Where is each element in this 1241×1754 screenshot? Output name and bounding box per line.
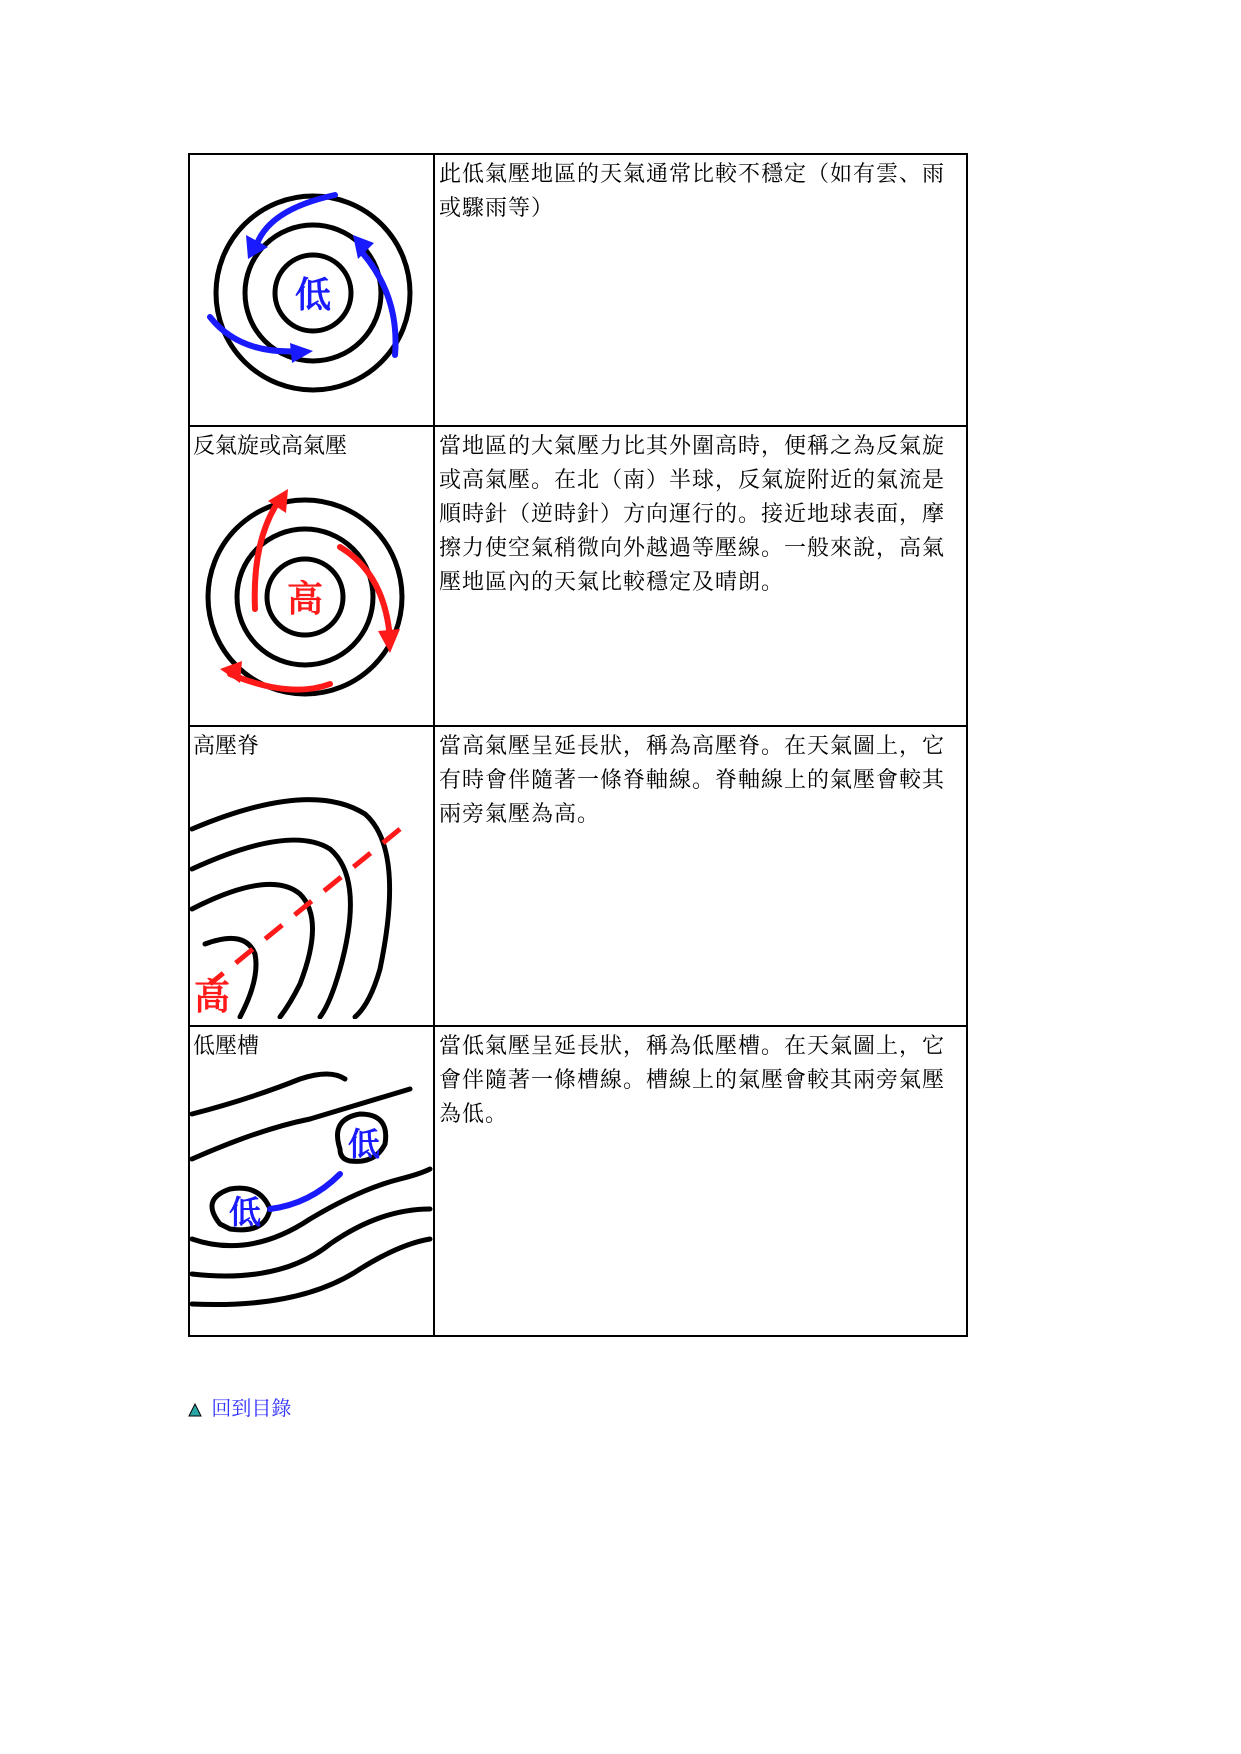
description-high: 當地區的大氣壓力比其外圍高時，便稱之為反氣旋或高氣壓。在北（南）半球，反氣旋附近的氣流是順時針（逆時針）方向運行的。接近地球表面，摩擦力使空氣稍微向外越過等壓線。一般來說，高氣壓地區內的天氣比較穩定及晴朗。 [439,434,946,595]
weather-systems-table [188,153,968,1337]
table-row-ridge [190,725,966,1025]
description-cell-low [435,155,966,425]
ridge-diagram [190,769,433,1019]
trough-diagram [190,1069,433,1329]
description-cell-trough [435,1027,966,1335]
description-cell-high [435,427,966,725]
row-title-ridge: 高壓脊 [193,734,260,759]
trough-low-label-2: 低 [347,1125,381,1163]
up-triangle-icon [188,1403,202,1417]
low-label: 低 [294,274,332,316]
high-pressure-diagram [190,469,433,719]
back-to-contents-link[interactable]: 回到目錄 [211,1396,292,1420]
row-title-high: 反氣旋或高氣壓 [193,434,348,459]
trough-low-label-1: 低 [228,1193,262,1231]
description-ridge: 當高氣壓呈延長狀，稱為高壓脊。在天氣圖上，它有時會伴隨著一條脊軸線。脊軸線上的氣壓會較其兩旁氣壓為高。 [439,734,946,827]
high-label: 高 [286,578,324,620]
figure-cell-low [190,155,435,425]
description-cell-ridge [435,727,966,1025]
table-row-low [190,155,966,425]
figure-cell-high [190,427,435,725]
description-low: 此低氣壓地區的天氣通常比較不穩定（如有雲、雨或驟雨等） [439,162,946,221]
table-row-trough [190,1025,966,1335]
figure-cell-trough [190,1027,435,1335]
figure-cell-ridge [190,727,435,1025]
table-row-high [190,425,966,725]
ridge-high-label: 高 [193,976,231,1018]
row-title-trough: 低壓槽 [193,1034,260,1059]
low-pressure-diagram [190,155,433,423]
description-trough: 當低氣壓呈延長狀，稱為低壓槽。在天氣圖上，它會伴隨著一條槽線。槽線上的氣壓會較其兩旁氣壓為低。 [439,1034,946,1127]
back-to-contents [188,1392,291,1421]
